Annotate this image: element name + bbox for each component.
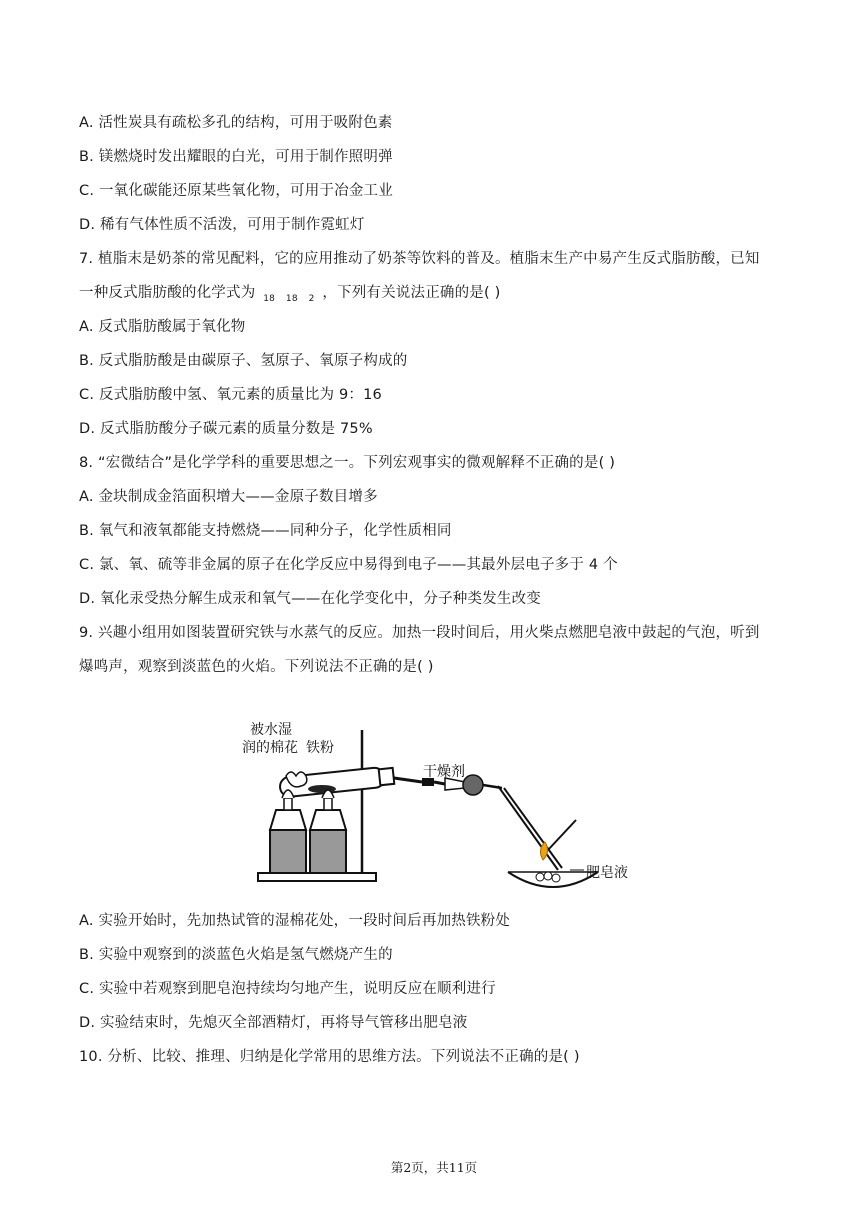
q9-option-b: B. 实验中观察到的淡蓝色火焰是氢气燃烧产生的	[79, 947, 393, 963]
delivery-tube-1	[394, 778, 422, 782]
q9-option-c: C. 实验中若观察到肥皂泡持续均匀地产生，说明反应在顺利进行	[79, 981, 496, 997]
gas-outlet-tube	[498, 786, 558, 870]
desiccant-bulb	[463, 775, 483, 795]
page-footer: 第2页，共11页	[390, 1160, 478, 1175]
gas-outlet-tube-wall	[504, 788, 562, 868]
q7-option-a: A. 反式脂肪酸属于氧化物	[79, 319, 246, 335]
q7-stem-line2	[79, 283, 501, 309]
q9-stem-line1: 9. 兴趣小组用如图装置研究铁与水蒸气的反应。加热一段时间后，用火柴点燃肥皂液中鼓起的气泡，听到	[79, 625, 760, 641]
q7-stem-line1: 7. 植脂末是奶茶的常见配料，它的应用推动了奶茶等饮料的普及。植脂末生产中易产生反式脂肪酸，已知	[79, 251, 760, 267]
apparatus-diagram	[240, 712, 660, 892]
q7-option-b: B. 反式脂肪酸是由碳原子、氢原子、氧原子构成的	[79, 353, 408, 369]
q8-option-b: B. 氧气和液氧都能支持燃烧——同种分子，化学性质相同	[79, 523, 452, 539]
q7-stem-suffix: ，下列有关说法正确的是( )	[322, 285, 501, 301]
q8-option-a: A. 金块制成金箔面积增大——金原子数目增多	[79, 489, 378, 505]
match-stick	[548, 820, 576, 850]
formula-subscript-h: 18	[285, 294, 298, 304]
label-cotton-line2: 润的棉花	[242, 740, 298, 756]
iron-powder	[308, 785, 336, 793]
q7-stem-prefix: 一种反式脂肪酸的化学式为	[79, 285, 256, 301]
alcohol-lamp-left	[270, 790, 306, 873]
apparatus-figure	[240, 712, 660, 892]
soap-bubble	[544, 872, 552, 880]
soap-bubble	[552, 874, 560, 882]
label-iron-powder: 铁粉	[306, 740, 334, 756]
q8-option-c: C. 氯、氧、硫等非金属的原子在化学反应中易得到电子——其最外层电子多于 4 个	[79, 557, 618, 573]
delivery-tube-2	[434, 782, 445, 784]
formula-subscript-o: 2	[308, 294, 315, 304]
label-cotton-line1: 被水湿	[250, 722, 292, 738]
q6-option-c: C. 一氧化碳能还原某些氧化物，可用于冶金工业	[79, 183, 393, 199]
label-desiccant: 干燥剂	[423, 764, 465, 780]
q7-option-c: C. 反式脂肪酸中氢、氧元素的质量比为 9：16	[79, 387, 382, 403]
q6-option-b: B. 镁燃烧时发出耀眼的白光，可用于制作照明弹	[79, 149, 393, 165]
q9-option-a: A. 实验开始时，先加热试管的湿棉花处，一段时间后再加热铁粉处	[79, 913, 511, 929]
soap-bubble	[536, 873, 544, 881]
q9-stem-line2: 爆鸣声，观察到淡蓝色的火焰。下列说法不正确的是( )	[79, 659, 434, 675]
q7-option-d: D. 反式脂肪酸分子碳元素的质量分数是 75%	[79, 421, 373, 437]
q10-stem: 10. 分析、比较、推理、归纳是化学常用的思维方法。下列说法不正确的是( )	[79, 1049, 580, 1065]
q8-option-d: D. 氧化汞受热分解生成汞和氧气——在化学变化中，分子种类发生改变	[79, 591, 541, 607]
q6-option-d: D. 稀有气体性质不活泼，可用于制作霓虹灯	[79, 217, 365, 233]
q8-stem: 8. “宏微结合”是化学学科的重要思想之一。下列宏观事实的微观解释不正确的是( )	[79, 455, 616, 471]
label-soap: 肥皂液	[586, 865, 628, 881]
flame-icon	[540, 842, 547, 860]
formula-subscript-c: 18	[263, 294, 276, 304]
q6-option-a: A. 活性炭具有疏松多孔的结构，可用于吸附色素	[79, 115, 393, 131]
q9-option-d: D. 实验结束时，先熄灭全部酒精灯，再将导气管移出肥皂液	[79, 1015, 468, 1031]
stand-base	[258, 873, 376, 881]
alcohol-lamp-right	[310, 790, 346, 873]
